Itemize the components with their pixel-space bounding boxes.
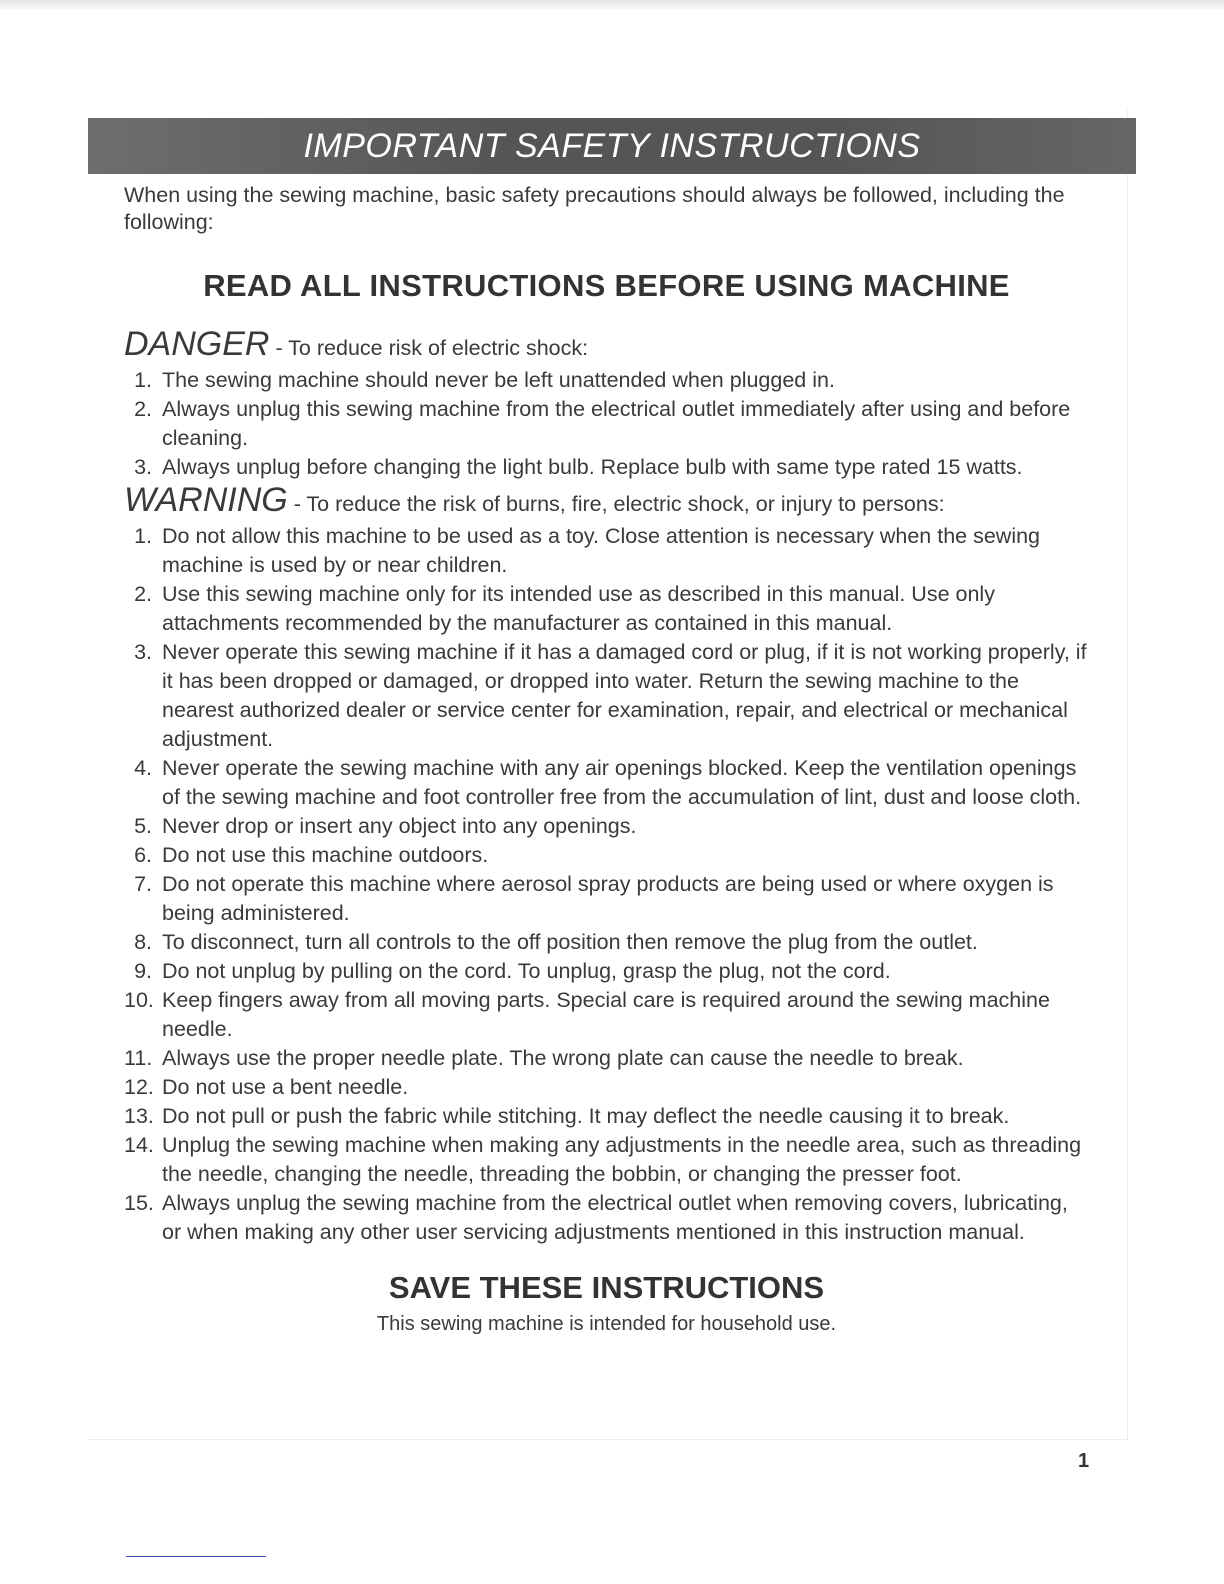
warning-item <box>124 986 1089 1044</box>
warning-item-number: 10. <box>124 988 154 1012</box>
warning-item-number: 4. <box>134 756 152 780</box>
warning-item-number: 12. <box>124 1075 154 1099</box>
warning-keyword: WARNING <box>124 481 288 519</box>
page-number: 1 <box>1078 1450 1090 1472</box>
warning-item <box>124 754 1089 812</box>
save-heading: SAVE THESE INSTRUCTIONS <box>388 1270 825 1305</box>
footer-rule <box>126 1556 266 1557</box>
warning-item-number: 11. <box>124 1046 153 1070</box>
household-note: This sewing machine is intended for household use. <box>376 1313 837 1335</box>
danger-item <box>124 366 1089 395</box>
warning-item-number: 13. <box>124 1104 154 1128</box>
warning-item-text: Use this sewing machine only for its intended use as described in this manual. Use only attachments recommended by the manufacturer as contained in this manual. <box>162 582 995 635</box>
danger-item-number: 1. <box>134 368 152 392</box>
warning-item-number: 8. <box>134 930 152 954</box>
warning-item-number: 6. <box>134 843 152 867</box>
danger-item-number: 3. <box>134 455 152 479</box>
warning-item-number: 7. <box>134 872 152 896</box>
page-title: IMPORTANT SAFETY INSTRUCTIONS <box>303 127 921 165</box>
warning-item-text: To disconnect, turn all controls to the off position then remove the plug from the outlet. <box>162 930 978 954</box>
warning-item-text: Do not allow this machine to be used as a toy. Close attention is necessary when the sewing machine is used by or near children. <box>162 524 1041 577</box>
warning-item <box>124 522 1089 580</box>
warning-heading <box>124 482 1089 522</box>
intro-paragraph: When using the sewing machine, basic safety precautions should always be followed, including the following: <box>124 183 1065 234</box>
warning-item-text: Always use the proper needle plate. The wrong plate can cause the needle to break. <box>162 1046 964 1070</box>
read-all-heading: READ ALL INSTRUCTIONS BEFORE USING MACHINE <box>203 268 1010 303</box>
danger-item-text: The sewing machine should never be left unattended when plugged in. <box>162 368 835 392</box>
warning-item-text: Never operate the sewing machine with any air openings blocked. Keep the ventilation openings of the sewing machine and foot controller free from the accumulation of lint, dust and loose cloth. <box>162 756 1082 809</box>
danger-item-number: 2. <box>134 397 152 421</box>
warning-item <box>124 957 1089 986</box>
warning-item-text: Always unplug the sewing machine from the electrical outlet when removing covers, lubricating, or when making any other user servicing adjustments mentioned in this instruction manual. <box>162 1191 1068 1244</box>
warning-item-number: 1. <box>134 524 152 548</box>
warning-item-text: Never operate this sewing machine if it has a damaged cord or plug, if it is not working properly, if it has been dropped or damaged, or dropped into water. Return the sewing machine to the nearest authorized dealer or service center for examination, repair, and electrical or mechanical adjustment. <box>162 640 1087 751</box>
danger-heading <box>124 326 1089 366</box>
warning-item <box>124 1073 1089 1102</box>
warning-item-text: Unplug the sewing machine when making any adjustments in the needle area, such as threading the needle, changing the needle, threading the bobbin, or changing the presser foot. <box>162 1133 1082 1186</box>
warning-item <box>124 580 1089 638</box>
warning-item <box>124 1189 1089 1247</box>
warning-item-number: 9. <box>134 959 152 983</box>
warning-list <box>124 522 1089 1247</box>
danger-keyword: DANGER <box>124 325 270 363</box>
warning-item <box>124 812 1089 841</box>
danger-item <box>124 453 1089 482</box>
warning-item <box>124 870 1089 928</box>
danger-item-text: Always unplug before changing the light bulb. Replace bulb with same type rated 15 watts. <box>162 455 1023 479</box>
danger-item <box>124 395 1089 453</box>
warning-item-text: Never drop or insert any object into any openings. <box>162 814 637 838</box>
warning-item <box>124 1102 1089 1131</box>
scan-edge <box>0 0 1224 9</box>
warning-item-text: Do not use this machine outdoors. <box>162 843 489 867</box>
danger-text: - To reduce risk of electric shock: <box>269 336 589 360</box>
warning-item-number: 2. <box>134 582 152 606</box>
warning-item-number: 3. <box>134 640 152 664</box>
warning-item-text: Do not pull or push the fabric while stitching. It may deflect the needle causing it to break. <box>162 1104 1010 1128</box>
document-body <box>124 182 1089 1337</box>
warning-item-number: 5. <box>134 814 152 838</box>
danger-item-text: Always unplug this sewing machine from the electrical outlet immediately after using and before cleaning. <box>162 397 1071 450</box>
warning-item-text: Do not operate this machine where aerosol spray products are being used or where oxygen is being administered. <box>162 872 1054 925</box>
title-banner <box>88 118 1136 174</box>
warning-item <box>124 1131 1089 1189</box>
warning-item-number: 15. <box>124 1191 154 1215</box>
warning-item <box>124 928 1089 957</box>
warning-item-text: Do not use a bent needle. <box>162 1075 409 1099</box>
danger-list <box>124 366 1089 482</box>
warning-item <box>124 638 1089 754</box>
warning-item <box>124 841 1089 870</box>
warning-item <box>124 1044 1089 1073</box>
warning-item-text: Do not unplug by pulling on the cord. To unplug, grasp the plug, not the cord. <box>162 959 891 983</box>
warning-item-number: 14. <box>124 1133 154 1157</box>
warning-item-text: Keep fingers away from all moving parts. Special care is required around the sewing machine needle. <box>162 988 1050 1041</box>
warning-text: - To reduce the risk of burns, fire, electric shock, or injury to persons: <box>287 492 945 516</box>
